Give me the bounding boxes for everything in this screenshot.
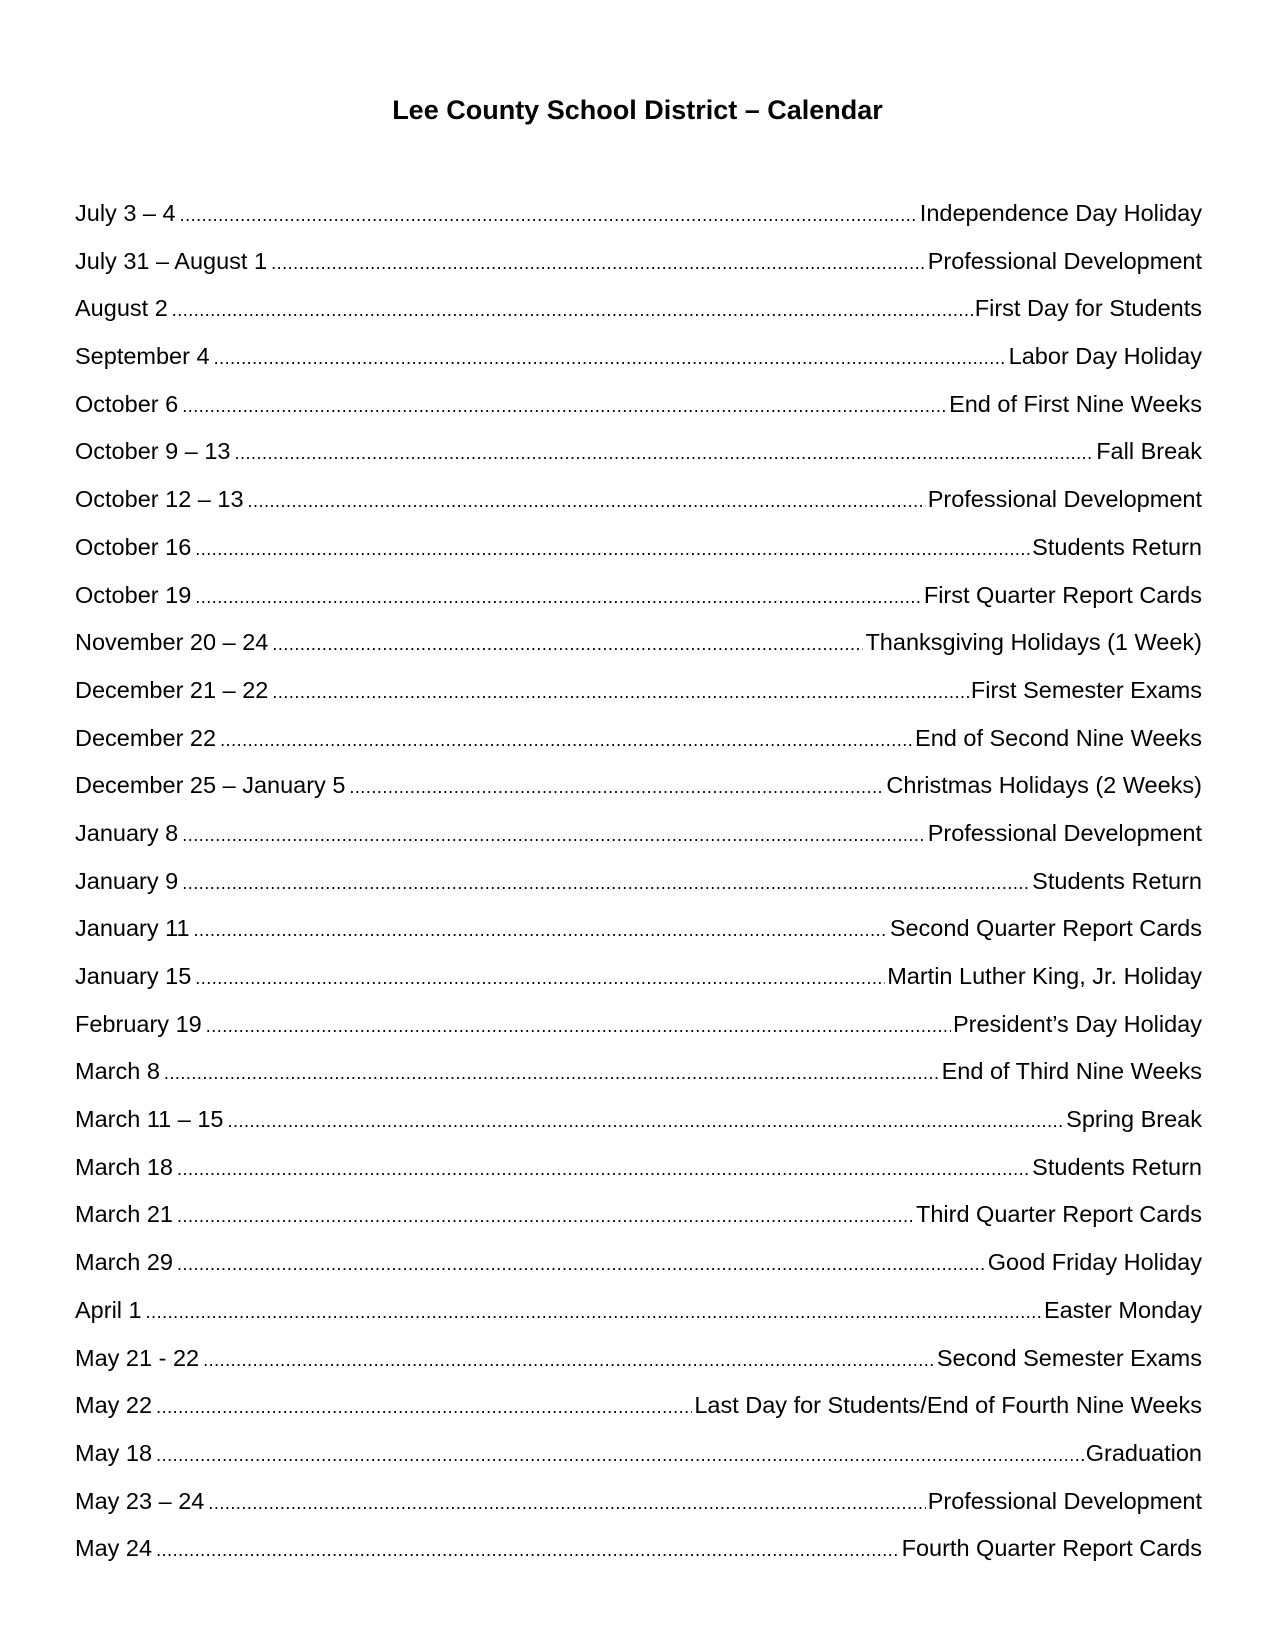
entry-date: November 20 – 24 bbox=[75, 629, 269, 656]
entry-date: May 18 bbox=[75, 1439, 153, 1466]
entry-date: August 2 bbox=[75, 295, 168, 322]
entry-event: Christmas Holidays (2 Weeks) bbox=[886, 772, 1202, 799]
entry-event: End of Second Nine Weeks bbox=[915, 724, 1202, 751]
entry-date: December 25 – January 5 bbox=[75, 772, 346, 799]
entry-date: December 22 bbox=[75, 724, 217, 751]
entry-event: Last Day for Students/End of Fourth Nine Weeks bbox=[694, 1392, 1202, 1419]
entry-event: First Semester Exams bbox=[970, 676, 1202, 703]
dot-leader bbox=[182, 391, 947, 421]
calendar-entry bbox=[75, 484, 1202, 532]
entry-event: Professional Development bbox=[927, 247, 1202, 274]
dot-leader bbox=[156, 1535, 900, 1565]
dot-leader bbox=[172, 295, 973, 325]
dot-leader bbox=[182, 868, 1030, 898]
dot-leader bbox=[194, 915, 888, 945]
entry-date: February 19 bbox=[75, 1010, 202, 1037]
dot-leader bbox=[195, 534, 1030, 564]
calendar-entry bbox=[75, 675, 1202, 723]
dot-leader bbox=[271, 248, 926, 278]
calendar-entry bbox=[75, 436, 1202, 484]
dot-leader bbox=[195, 582, 922, 612]
calendar-entry bbox=[75, 961, 1202, 1009]
entry-date: May 22 bbox=[75, 1392, 153, 1419]
entry-date: October 6 bbox=[75, 390, 179, 417]
calendar-entry bbox=[75, 532, 1202, 580]
dot-leader bbox=[182, 820, 925, 850]
entry-event: Students Return bbox=[1032, 867, 1202, 894]
calendar-entry bbox=[75, 627, 1202, 675]
dot-leader bbox=[206, 1011, 951, 1041]
calendar-entry bbox=[75, 1295, 1202, 1343]
calendar-entry bbox=[75, 1247, 1202, 1295]
entry-event: End of First Nine Weeks bbox=[949, 390, 1202, 417]
dot-leader bbox=[272, 677, 969, 707]
calendar-entry bbox=[75, 1152, 1202, 1200]
entry-date: March 29 bbox=[75, 1249, 173, 1276]
entry-event: Fourth Quarter Report Cards bbox=[901, 1535, 1202, 1562]
entry-event: Third Quarter Report Cards bbox=[915, 1201, 1202, 1228]
dot-leader bbox=[272, 629, 863, 659]
entry-date: March 8 bbox=[75, 1058, 160, 1085]
entry-event: Fall Break bbox=[1096, 438, 1202, 465]
calendar-entry bbox=[75, 913, 1202, 961]
entry-event: First Day for Students bbox=[974, 295, 1202, 322]
dot-leader bbox=[177, 1249, 986, 1279]
dot-leader bbox=[349, 772, 884, 802]
dot-leader bbox=[156, 1440, 1084, 1470]
dot-leader bbox=[146, 1297, 1042, 1327]
entry-date: January 11 bbox=[75, 915, 190, 942]
entry-date: January 15 bbox=[75, 963, 192, 989]
calendar-entry bbox=[75, 818, 1202, 866]
calendar-entry bbox=[75, 1390, 1202, 1438]
entry-date: July 31 – August 1 bbox=[75, 247, 268, 274]
calendar-entry bbox=[75, 246, 1202, 294]
entry-date: July 3 – 4 bbox=[75, 200, 176, 226]
entry-date: May 23 – 24 bbox=[75, 1487, 205, 1514]
dot-leader bbox=[227, 1106, 1064, 1136]
calendar-entry bbox=[75, 198, 1202, 246]
dot-leader bbox=[195, 963, 885, 993]
entry-date: September 4 bbox=[75, 343, 210, 370]
entry-event: Thanksgiving Holidays (1 Week) bbox=[865, 629, 1202, 656]
entry-event: Good Friday Holiday bbox=[987, 1249, 1202, 1276]
entry-date: October 9 – 13 bbox=[75, 438, 231, 465]
dot-leader bbox=[248, 486, 926, 516]
entry-event: First Quarter Report Cards bbox=[923, 581, 1202, 608]
calendar-entry bbox=[75, 580, 1202, 628]
dot-leader bbox=[177, 1154, 1030, 1184]
calendar-entry bbox=[75, 1009, 1202, 1057]
entry-event: Professional Development bbox=[927, 819, 1202, 846]
dot-leader bbox=[203, 1345, 935, 1375]
entry-date: April 1 bbox=[75, 1296, 142, 1323]
calendar-entry bbox=[75, 293, 1202, 341]
dot-leader bbox=[214, 343, 1007, 373]
entry-date: December 21 – 22 bbox=[75, 676, 269, 703]
entry-event: Second Semester Exams bbox=[936, 1344, 1202, 1371]
entry-event: Professional Development bbox=[927, 486, 1202, 513]
entry-date: May 24 bbox=[75, 1535, 153, 1562]
page-title: Lee County School District – Calendar bbox=[392, 95, 883, 125]
dot-leader bbox=[234, 438, 1094, 468]
dot-leader bbox=[177, 1201, 914, 1231]
entry-date: October 12 – 13 bbox=[75, 486, 244, 513]
entry-date: October 16 bbox=[75, 533, 192, 560]
calendar-entry bbox=[75, 341, 1202, 389]
calendar-entry bbox=[75, 866, 1202, 914]
entry-event: Independence Day Holiday bbox=[919, 200, 1202, 226]
calendar-entry bbox=[75, 770, 1202, 818]
entry-event: Labor Day Holiday bbox=[1008, 343, 1202, 370]
entry-event: Second Quarter Report Cards bbox=[889, 915, 1202, 942]
dot-leader bbox=[208, 1488, 925, 1518]
entry-date: March 21 bbox=[75, 1201, 173, 1228]
entry-date: May 21 - 22 bbox=[75, 1344, 200, 1371]
entry-event: Students Return bbox=[1032, 533, 1202, 560]
entry-event: Graduation bbox=[1085, 1439, 1202, 1466]
calendar-entry bbox=[75, 723, 1202, 771]
calendar-entry bbox=[75, 1438, 1202, 1486]
entry-event: Professional Development bbox=[927, 1487, 1202, 1514]
calendar-entry bbox=[75, 1056, 1202, 1104]
entry-date: March 18 bbox=[75, 1153, 173, 1180]
entry-event: Spring Break bbox=[1066, 1106, 1202, 1133]
entry-date: October 19 bbox=[75, 581, 192, 608]
entry-date: January 8 bbox=[75, 819, 179, 846]
calendar-entry bbox=[75, 1533, 1202, 1581]
dot-leader bbox=[220, 725, 913, 755]
calendar-entry bbox=[75, 1199, 1202, 1247]
dot-leader bbox=[164, 1058, 940, 1088]
calendar-entry bbox=[75, 1343, 1202, 1391]
calendar-entry bbox=[75, 1486, 1202, 1534]
calendar-entry bbox=[75, 389, 1202, 437]
entry-event: Easter Monday bbox=[1043, 1296, 1202, 1323]
entry-event: Martin Luther King, Jr. Holiday bbox=[887, 963, 1202, 989]
entry-event: End of Third Nine Weeks bbox=[941, 1058, 1202, 1085]
calendar-entry bbox=[75, 1104, 1202, 1152]
entry-date: January 9 bbox=[75, 867, 179, 894]
dot-leader bbox=[180, 200, 918, 230]
dot-leader bbox=[156, 1392, 692, 1422]
entry-date: March 11 – 15 bbox=[75, 1106, 224, 1133]
entry-event: President’s Day Holiday bbox=[952, 1010, 1202, 1037]
calendar-entries bbox=[75, 198, 1202, 1581]
entry-event: Students Return bbox=[1032, 1153, 1202, 1180]
